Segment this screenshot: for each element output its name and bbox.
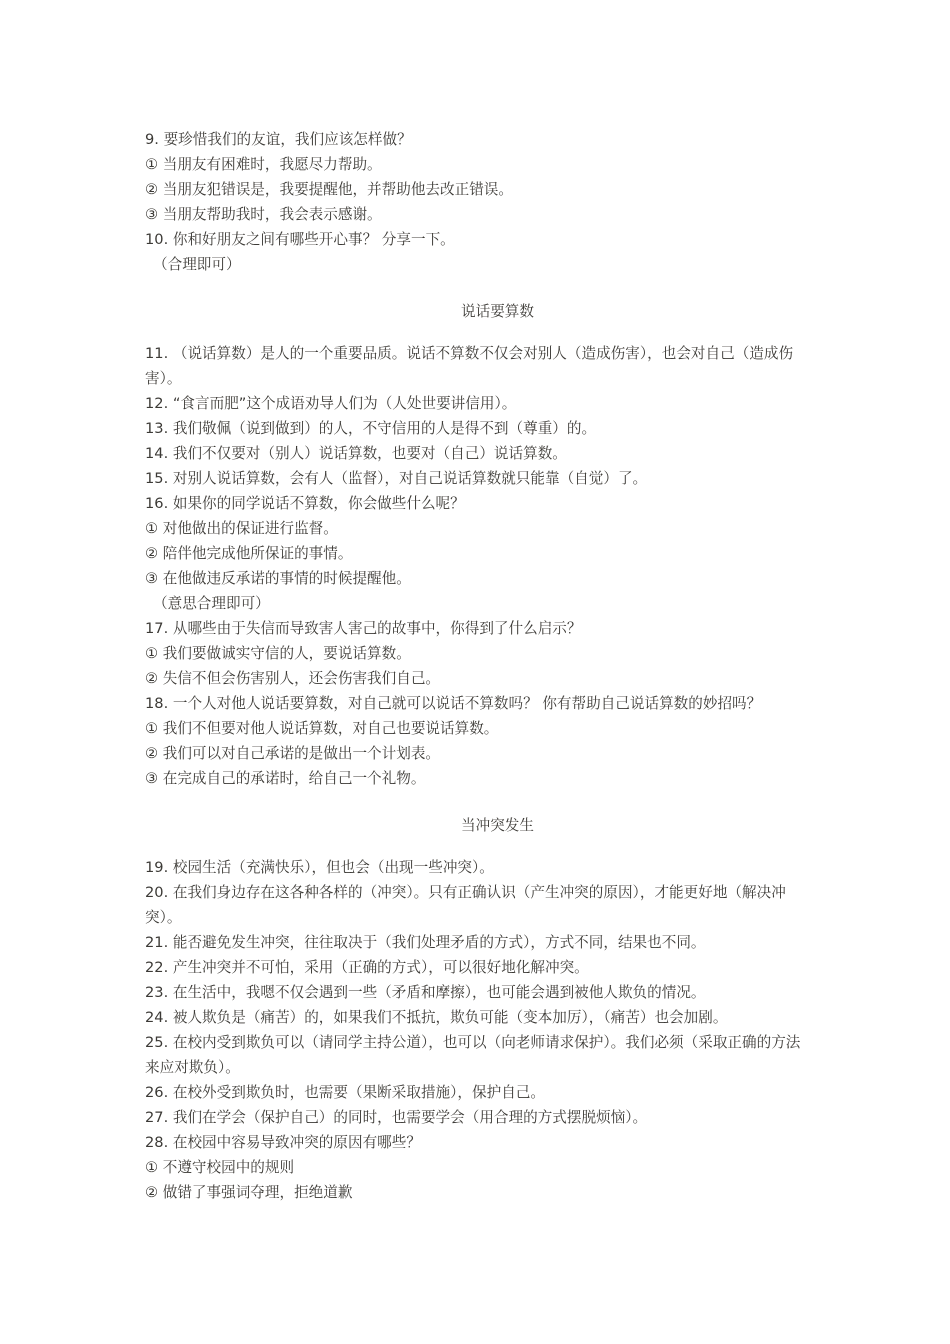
question-12: 12. “食言而肥”这个成语劝导人们为（人处世要讲信用）。: [145, 395, 517, 412]
answer-9-2: ② 当朋友犯错误是，我要提醒他，并帮助他去改正错误。: [145, 181, 513, 198]
question-11: 11. （说话算数）是人的一个重要品质。说话不算数不仅会对别人（造成伤害），也会对自己（造成伤害）。: [145, 345, 794, 387]
answer-16-note: （意思合理即可）: [153, 595, 270, 612]
question-19: 19. 校园生活（充满快乐），但也会（出现一些冲突）。: [145, 859, 494, 876]
question-14: 14. 我们不仅要对（别人）说话算数，也要对（自己）说话算数。: [145, 445, 567, 462]
question-9: 9. 要珍惜我们的友谊，我们应该怎样做？: [145, 131, 412, 148]
answer-9-3: ③ 当朋友帮助我时，我会表示感谢。: [145, 206, 382, 223]
question-16: 16. 如果你的同学说话不算数，你会做些什么呢？: [145, 495, 465, 512]
question-28: 28. 在校园中容易导致冲突的原因有哪些？: [145, 1134, 421, 1151]
answer-16-2: ② 陪伴他完成他所保证的事情。: [145, 545, 353, 562]
answer-28-2: ② 做错了事强词夺理，拒绝道歉: [145, 1184, 353, 1201]
question-27: 27. 我们在学会（保护自己）的同时，也需要学会（用合理的方式摆脱烦恼）。: [145, 1109, 648, 1126]
question-15: 15. 对别人说话算数，会有人（监督），对自己说话算数就只能靠（自觉）了。: [145, 470, 648, 487]
answer-16-1: ① 对他做出的保证进行监督。: [145, 520, 338, 537]
answer-18-3: ③ 在完成自己的承诺时，给自己一个礼物。: [145, 770, 426, 787]
question-26: 26. 在校外受到欺负时，也需要（果断采取措施），保护自己。: [145, 1084, 545, 1101]
answer-9-1: ① 当朋友有困难时，我愿尽力帮助。: [145, 156, 382, 173]
question-20: 20. 在我们身边存在这各种各样的（冲突）。只有正确认识（产生冲突的原因），才能更好地（解决冲突）。: [145, 884, 786, 926]
question-17: 17. 从哪些由于失信而导致害人害己的故事中，你得到了什么启示？: [145, 620, 582, 637]
question-13: 13. 我们敬佩（说到做到）的人，不守信用的人是得不到（尊重）的。: [145, 420, 597, 437]
question-21: 21. 能否避免发生冲突，往往取决于（我们处理矛盾的方式），方式不同，结果也不同。: [145, 934, 706, 951]
answer-17-2: ② 失信不但会伤害别人，还会伤害我们自己。: [145, 670, 441, 687]
document-page: [145, 127, 810, 1205]
question-25: 25. 在校内受到欺负可以（请同学主持公道），也可以（向老师请求保护）。我们必须（采取正确的方法来应对欺负）。: [145, 1034, 801, 1076]
answer-28-1: ① 不遵守校园中的规则: [145, 1159, 295, 1176]
question-10: 10. 你和好朋友之间有哪些开心事？ 分享一下。: [145, 231, 455, 248]
answer-10-note: （合理即可）: [153, 256, 241, 273]
answer-18-1: ① 我们不但要对他人说话算数，对自己也要说话算数。: [145, 720, 499, 737]
section-title-when-conflict-happens: 当冲突发生: [461, 817, 534, 834]
answer-16-3: ③ 在他做违反承诺的事情的时候提醒他。: [145, 570, 411, 587]
question-18: 18. 一个人对他人说话要算数，对自己就可以说话不算数吗？ 你有帮助自己说话算数的妙招吗？: [145, 695, 762, 712]
answer-18-2: ② 我们可以对自己承诺的是做出一个计划表。: [145, 745, 441, 762]
question-22: 22. 产生冲突并不可怕，采用（正确的方式），可以很好地化解冲突。: [145, 959, 589, 976]
section-title-speak-truthfully: 说话要算数: [461, 303, 534, 320]
question-24: 24. 被人欺负是（痛苦）的，如果我们不抵抗，欺负可能（变本加厉），（痛苦）也会加剧。: [145, 1009, 728, 1026]
answer-17-1: ① 我们要做诚实守信的人，要说话算数。: [145, 645, 411, 662]
question-23: 23. 在生活中，我嗯不仅会遇到一些（矛盾和摩擦），也可能会遇到被他人欺负的情况。: [145, 984, 706, 1001]
